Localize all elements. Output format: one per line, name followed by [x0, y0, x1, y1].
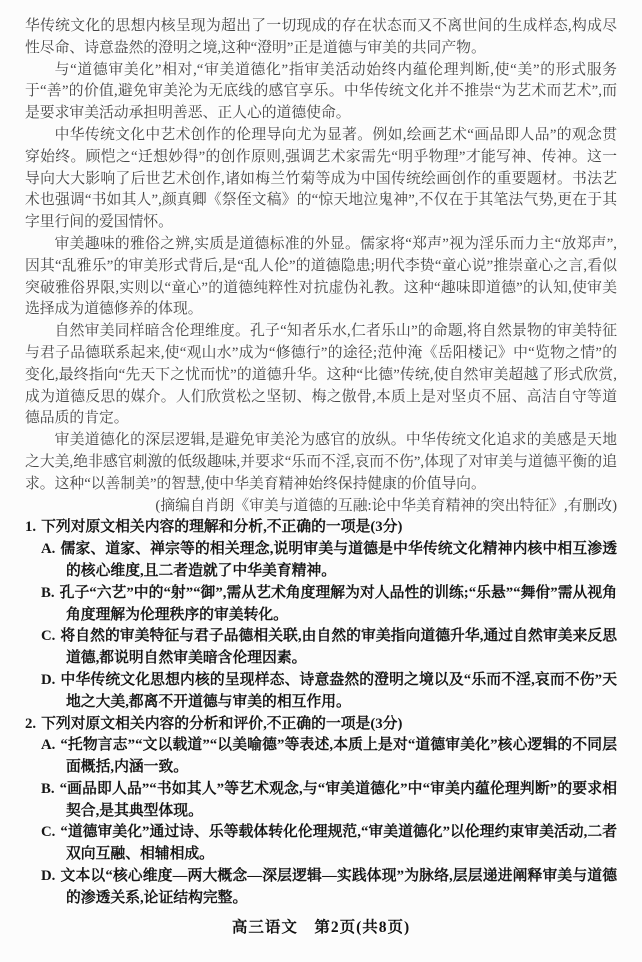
option-text: 将自然的审美特征与君子品德相关联,由自然的审美指向道德升华,通过自然审美来反思道德,都说明自然审美暗含伦理因素。	[60, 628, 617, 667]
passage-paragraph: 审美趣味的雅俗之辨,实质是道德标准的外显。儒家将“郑声”视为淫乐而力主“放郑声”,因其“乱雅乐”的审美形式背后,是“乱人伦”的道德隐患;明代李贽“童心说”推崇童心之言,看似突破雅俗界限,实则以“童心”的道德纯粹性对抗虚伪礼教。这种“趣味即道德”的认知,使审美选择成为道德修养的体现。	[25, 235, 617, 318]
passage-paragraph: 审美道德化的深层逻辑,是避免审美沦为感官的放纵。中华传统文化追求的美感是天地之大美,绝非感官刺激的低级趣味,并要求“乐而不淫,哀而不伤”,体现了对审美与道德平衡的追求。这种“以善制美”的智慧,使中华美育精神始终保持健康的价值导向。	[25, 432, 617, 492]
question-number: 1.	[25, 519, 37, 536]
question-stem	[25, 517, 617, 539]
passage-paragraph: 自然审美同样暗含伦理维度。孔子“知者乐水,仁者乐山”的命题,将自然景物的审美特征与君子品德联系起来,使“观山水”成为“修德行”的途径;范仲淹《岳阳楼记》中“览物之情”的变化,最终指向“先天下之忧而忧”的道德升华。这种“比德”传统,使自然审美超越了形式欣赏,成为道德反思的媒介。人们欣赏松之坚韧、梅之傲骨,本质上是对坚贞不屈、高洁自守等道德品质的肯定。	[25, 323, 617, 427]
option-label: A.	[41, 541, 56, 558]
question-stem	[25, 714, 617, 736]
option-text: “托物言志”“文以载道”“以美喻德”等表述,本质上是对“道德审美化”核心逻辑的不同层面概括,内涵一致。	[60, 737, 617, 776]
option-text: “道德审美化”通过诗、乐等载体转化伦理规范,“审美道德化”以伦理约束审美活动,二者双向互融、相辅相成。	[60, 824, 617, 863]
option-label: A.	[41, 737, 56, 754]
option-text: 文本以“核心维度—两大概念—深层逻辑—实践体现”为脉络,层层递进阐释审美与道德的渗透关系,论证结构完整。	[60, 868, 617, 906]
question-1-option-b	[25, 583, 617, 627]
option-text: 孔子“六艺”中的“射”“御”,需从艺术角度理解为对人品性的训练;“乐悬”“舞佾”需从视角角度理解为伦理秩序的审美转化。	[59, 584, 617, 623]
option-label: C.	[41, 824, 56, 841]
option-text: 儒家、道家、禅宗等的相关理念,说明审美与道德是中华传统文化精神内核中相互渗透的核心维度,且二者造就了中华美育精神。	[60, 541, 617, 579]
page-footer: 高三语文 第2页(共8页)	[231, 918, 411, 936]
question-stem-text: 下列对原文相关内容的理解和分析,不正确的一项是(3分)	[41, 519, 403, 536]
passage-citation: (摘编自肖朗《审美与道德的互融:论中华美育精神的突出特征》,有删改)	[155, 497, 617, 514]
option-label: B.	[41, 584, 55, 601]
question-1-option-d	[25, 670, 617, 714]
question-1-option-a	[25, 539, 617, 583]
question-2-option-d	[25, 866, 617, 910]
option-label: D.	[41, 671, 56, 688]
questions-section	[25, 517, 617, 909]
question-2-option-a	[25, 735, 617, 779]
question-number: 2.	[25, 715, 37, 732]
option-text: “画品即人品”“书如其人”等艺术观念,与“审美道德化”中“审美内蕴伦理判断”的要求相契合,是其典型体现。	[59, 780, 617, 819]
question-2-option-b	[25, 779, 617, 823]
option-text: 中华传统文化思想内核的呈现样态、诗意盎然的澄明之境以及“乐而不淫,哀而不伤”天地之大美,都离不开道德与审美的相互作用。	[60, 671, 617, 710]
option-label: C.	[41, 628, 56, 645]
passage-paragraph: 华传统文化的思想内核呈现为超出了一切现成的存在状态而又不离世间的生成样态,构成尽性尽命、诗意盎然的澄明之境,这种“澄明”正是道德与审美的共同产物。	[25, 18, 617, 56]
question-stem-text: 下列对原文相关内容的分析和评价,不正确的一项是(3分)	[41, 715, 403, 732]
passage-paragraph: 中华传统文化中艺术创作的伦理导向尤为显著。例如,绘画艺术“画品即人品”的观念贯穿始终。顾恺之“迁想妙得”的创作原则,强调艺术家需先“明乎物理”才能写神、传神。这一导向大大影响了后世艺术创作,诸如梅兰竹菊等成为中国传统绘画创作的重要题材。书法艺术也强调“书如其人”,颜真卿《祭侄文稿》的“惊天地泣鬼神”,不仅在于其笔法气势,更在于其字里行间的爱国情怀。	[25, 126, 617, 231]
question-1-option-c	[25, 626, 617, 670]
option-label: B.	[41, 780, 55, 797]
reading-passage	[25, 16, 617, 517]
question-2	[25, 714, 617, 910]
passage-paragraph: 与“道德审美化”相对,“审美道德化”指审美活动始终内蕴伦理判断,使“美”的形式服务于“善”的价值,避免审美沦为无底线的感官享乐。中华传统文化并不推崇“为艺术而艺术”,而是要求审美活动承担明善恶、正人心的道德使命。	[25, 61, 617, 122]
option-label: D.	[41, 868, 56, 885]
question-2-option-c	[25, 822, 617, 866]
question-1	[25, 517, 617, 713]
